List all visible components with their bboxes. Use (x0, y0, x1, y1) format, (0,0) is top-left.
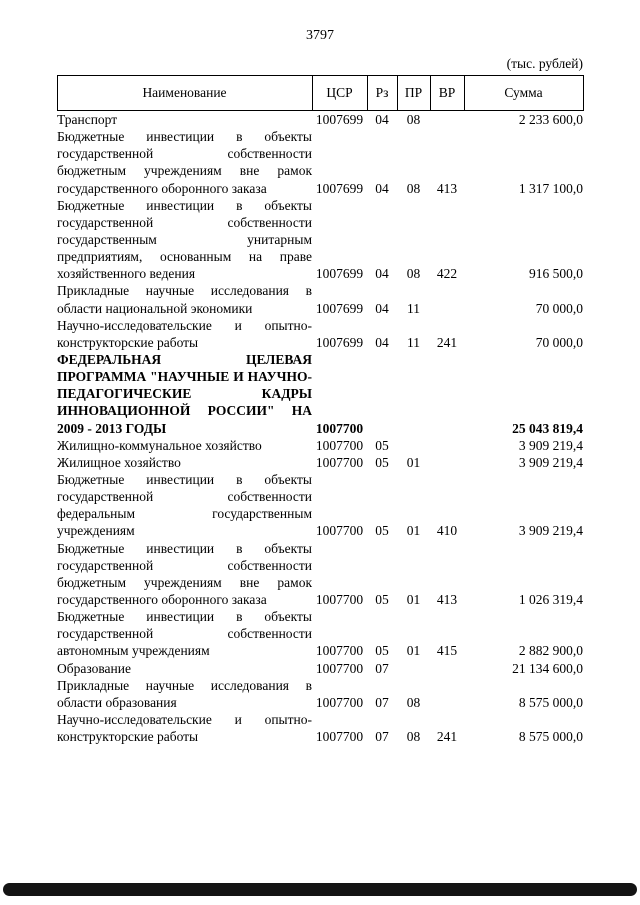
cell-csr: 1007700 (315, 694, 364, 710)
cell-rz: 05 (375, 643, 389, 659)
cell-pr: 08 (406, 180, 421, 196)
table-row (57, 660, 583, 677)
cell-csr: 1007700 (315, 454, 364, 470)
cell-csr: 1007700 (315, 643, 364, 659)
cell-name: Научно-исследовательские и опытно-конструкторские работы (57, 711, 312, 745)
cell-sum: 3 909 219,4 (518, 523, 583, 539)
cell-vr: 241 (436, 334, 458, 350)
cell-csr: 1007699 (315, 300, 364, 316)
budget-table (57, 75, 584, 745)
table-row (57, 677, 583, 711)
header-name: Наименование (57, 76, 312, 111)
cell-sum: 8 575 000,0 (518, 694, 583, 710)
cell-vr: 413 (436, 180, 458, 196)
cell-csr: 1007700 (315, 523, 364, 539)
table-header (57, 76, 583, 111)
cell-sum: 70 000,0 (535, 334, 583, 350)
cell-name: Жилищное хозяйство (57, 454, 181, 470)
cell-sum: 3 909 219,4 (518, 454, 583, 470)
cell-sum: 1 317 100,0 (518, 180, 583, 196)
table-row (57, 437, 583, 454)
cell-vr: 410 (436, 523, 458, 539)
cell-vr: 241 (436, 729, 458, 745)
cell-name: Жилищно-коммунальное хозяйство (57, 437, 262, 453)
cell-csr: 1007700 (315, 660, 364, 676)
cell-vr (430, 437, 464, 454)
cell-rz: 07 (375, 660, 389, 676)
table-row (57, 111, 583, 129)
cell-pr: 01 (406, 591, 421, 607)
cell-vr: 415 (436, 643, 458, 659)
units-note: (тыс. рублей) (506, 56, 583, 71)
cell-rz: 07 (375, 694, 389, 710)
cell-rz: 04 (375, 112, 389, 127)
cell-csr: 1007699 (315, 266, 364, 282)
cell-csr: 1007700 (315, 729, 364, 745)
table-row (57, 471, 583, 540)
cell-rz: 04 (375, 180, 389, 196)
cell-pr: 08 (406, 729, 421, 745)
table-row (57, 317, 583, 351)
cell-vr: 413 (436, 591, 458, 607)
cell-rz: 07 (375, 729, 389, 745)
cell-pr (397, 351, 430, 437)
cell-pr: 11 (407, 300, 420, 316)
cell-vr (430, 677, 464, 711)
cell-rz: 04 (375, 266, 389, 282)
cell-sum: 8 575 000,0 (518, 729, 583, 745)
cell-name: Научно-исследовательские и опытно-конструкторские работы (57, 317, 312, 350)
cell-rz: 05 (375, 437, 389, 453)
cell-name: Прикладные научные исследования в области образования (57, 677, 312, 710)
cell-pr: 08 (406, 266, 421, 282)
cell-pr: 08 (406, 694, 421, 710)
cell-vr (430, 454, 464, 471)
cell-sum: 25 043 819,4 (512, 420, 583, 436)
table-row (57, 454, 583, 471)
cell-name: Бюджетные инвестиции в объекты государственной собственности государственным унитарным предприятиям, основанным на праве хозяйственного ведения (57, 197, 312, 282)
table-body (57, 111, 583, 746)
header-csr: ЦСР (312, 76, 367, 111)
cell-name: Прикладные научные исследования в области национальной экономики (57, 283, 312, 316)
header-vr: ВР (430, 76, 464, 111)
cell-csr: 1007699 (315, 112, 364, 127)
cell-rz: 05 (375, 454, 389, 470)
table-row (57, 351, 583, 437)
cell-vr (430, 351, 464, 437)
cell-sum: 2 233 600,0 (518, 112, 583, 127)
cell-sum: 2 882 900,0 (518, 643, 583, 659)
page-number: 3797 (306, 28, 334, 43)
cell-name: Образование (57, 660, 131, 676)
cell-sum: 916 500,0 (529, 266, 583, 282)
table-row (57, 540, 583, 609)
cell-pr: 01 (406, 643, 421, 659)
cell-pr (397, 437, 430, 454)
cell-sum: 1 026 319,4 (518, 591, 583, 607)
cell-rz: 05 (375, 523, 389, 539)
cell-name: Бюджетные инвестиции в объекты государственной собственности бюджетным учреждениям вне рамок государственного оборонного заказа (57, 540, 312, 607)
table-row (57, 282, 583, 316)
cell-pr: 08 (406, 112, 421, 127)
table-row (57, 608, 583, 659)
cell-rz: 05 (375, 591, 389, 607)
header-pr: ПР (397, 76, 430, 111)
cell-rz (367, 351, 397, 437)
cell-vr (430, 111, 464, 129)
cell-name: Бюджетные инвестиции в объекты государственной собственности бюджетным учреждениям вне рамок государственного оборонного заказа (57, 129, 312, 196)
cell-csr: 1007699 (315, 334, 364, 350)
header-rz: Рз (367, 76, 397, 111)
cell-sum: 21 134 600,0 (512, 660, 583, 676)
cell-sum: 70 000,0 (535, 300, 583, 316)
cell-rz: 04 (375, 334, 389, 350)
cell-pr: 01 (406, 523, 421, 539)
cell-pr (397, 660, 430, 677)
header-sum: Сумма (464, 76, 583, 111)
cell-sum: 3 909 219,4 (518, 437, 583, 453)
table-row (57, 711, 583, 745)
cell-name: ФЕДЕРАЛЬНАЯ ЦЕЛЕВАЯ ПРОГРАММА "НАУЧНЫЕ И НАУЧНО-ПЕДАГОГИЧЕСКИЕ КАДРЫ ИННОВАЦИОННОЙ РОССИИ" НА 2009 - 2013 ГОДЫ (57, 351, 312, 436)
cell-csr: 1007700 (315, 420, 364, 436)
cell-vr: 422 (436, 266, 458, 282)
cell-pr: 11 (407, 334, 420, 350)
cell-name: Транспорт (57, 112, 118, 127)
cell-rz: 04 (375, 300, 389, 316)
table-row (57, 197, 583, 283)
cell-vr (430, 660, 464, 677)
cell-vr (430, 282, 464, 316)
cell-csr: 1007700 (315, 591, 364, 607)
cell-pr: 01 (406, 454, 421, 470)
scan-artifact-bar (3, 883, 637, 896)
cell-name: Бюджетные инвестиции в объекты государственной собственности федеральным государственным учреждениям (57, 471, 312, 539)
table-row (57, 128, 583, 197)
cell-csr: 1007700 (315, 437, 364, 453)
cell-name: Бюджетные инвестиции в объекты государственной собственности автономным учреждениям (57, 609, 312, 659)
cell-csr: 1007699 (315, 180, 364, 196)
